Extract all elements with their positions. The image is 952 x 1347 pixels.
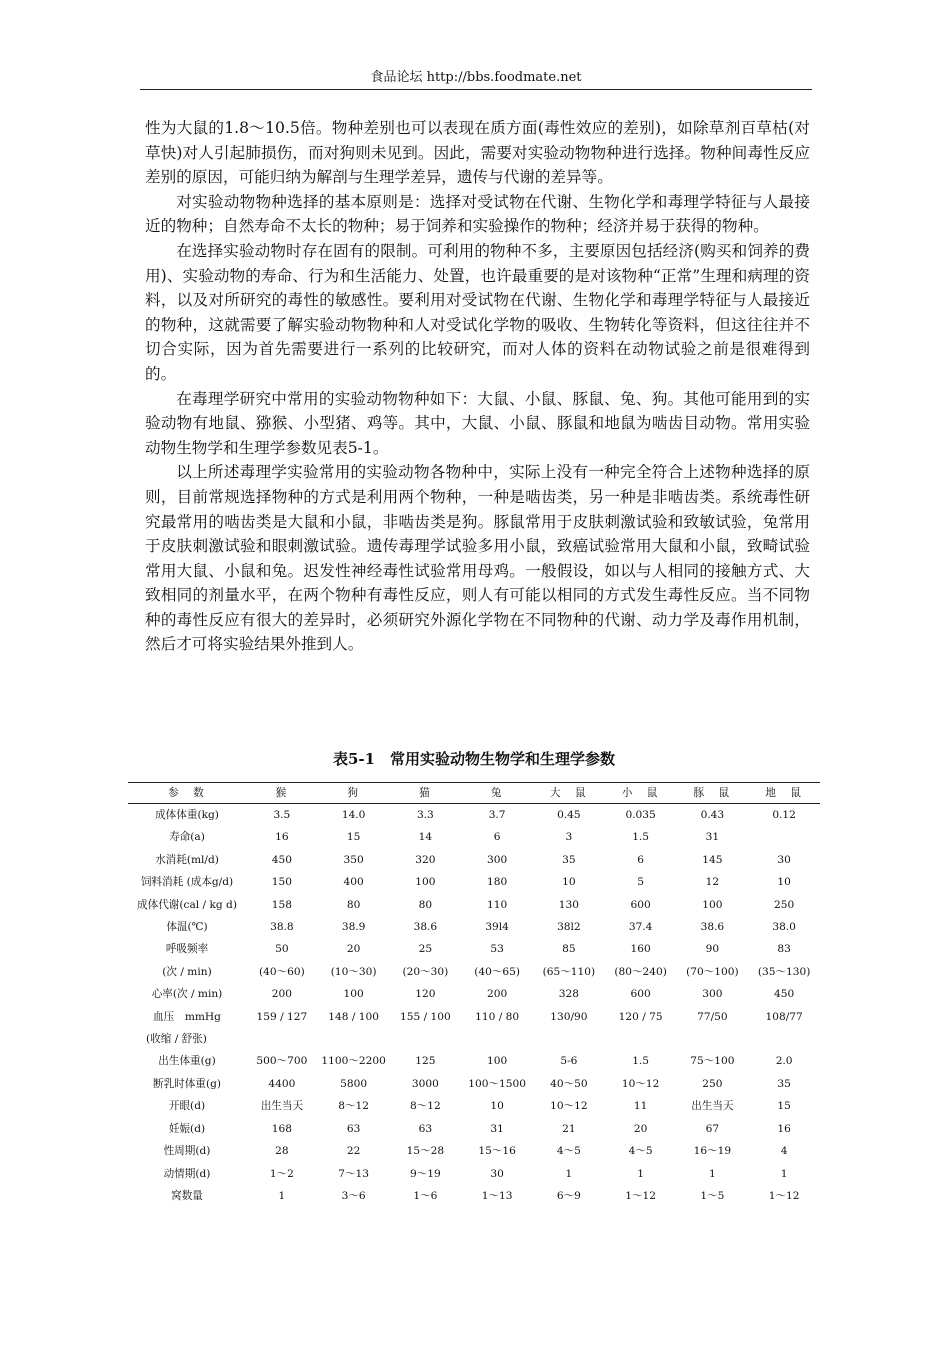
- row-label: 断乳时体重(g): [152, 1077, 222, 1090]
- table-cell: 350: [343, 853, 364, 866]
- table-cell: 0.035: [625, 809, 656, 821]
- table-cell: 31: [490, 1122, 504, 1135]
- column-header: 豚 鼠: [677, 783, 749, 804]
- row-label: 饲料消耗 (成本g/d): [140, 876, 234, 889]
- table-row: [128, 849, 820, 871]
- table-cell: 21: [562, 1122, 576, 1135]
- table-cell: 38.0: [772, 921, 796, 934]
- table-body: [128, 804, 820, 1208]
- table-cell: 50: [275, 943, 289, 956]
- table-cell: 4～5: [628, 1145, 653, 1158]
- table-row: [128, 1095, 820, 1117]
- table-cell: 600: [630, 898, 651, 911]
- paragraph: 对实验动物物种选择的基本原则是：选择对受试物在代谢、生物化学和毒理学特征与人最接近的物种；自然寿命不太长的物种；易于饲养和实验操作的物种；经济并易于获得的物种。: [145, 192, 810, 236]
- table-cell: (70～100): [686, 965, 739, 978]
- table-cell: 35: [562, 853, 576, 866]
- row-label: 寿命(a): [169, 831, 205, 844]
- table-cell: 100～1500: [468, 1077, 527, 1090]
- table-cell: 出生当天: [691, 1100, 734, 1113]
- table-cell: 8～12: [338, 1100, 370, 1113]
- table-cell: 1: [278, 1189, 286, 1202]
- table-cell: 1: [565, 1167, 573, 1180]
- table-cell: 10: [777, 876, 791, 889]
- parameter-table: [128, 782, 820, 1207]
- paragraph: 在毒理学研究中常用的实验动物物种如下：大鼠、小鼠、豚鼠、兔、狗。其他可能用到的实验动物有地鼠、猕猴、小型猪、鸡等。其中，大鼠、小鼠、豚鼠和地鼠为啮齿目动物。常用实验动物生物学和生理学参数见表5-1。: [145, 389, 810, 457]
- column-header: 猴: [246, 783, 318, 804]
- table-cell: 10: [490, 1100, 504, 1113]
- table-cell: 3.3: [416, 809, 434, 821]
- table-cell: 28: [275, 1145, 289, 1158]
- row-label: 体温(℃): [166, 921, 208, 934]
- table-cell: 15～28: [406, 1145, 445, 1158]
- table-cell: 30: [490, 1167, 504, 1180]
- table-cell: 100: [487, 1055, 508, 1068]
- row-label: (次 / min): [162, 965, 212, 978]
- table-cell: 53: [490, 943, 504, 956]
- table-cell: 80: [346, 898, 361, 911]
- table-cell: (40～65): [474, 965, 521, 978]
- table-cell: 120: [415, 988, 436, 1001]
- table-row: [128, 1073, 820, 1095]
- row-label: 妊娠(d): [168, 1122, 206, 1135]
- table-cell: 300: [487, 853, 508, 866]
- table-cell: 37.4: [628, 921, 653, 934]
- table-cell: 160: [630, 943, 651, 956]
- table-cell: 39l4: [485, 921, 509, 934]
- table-cell: (35～130): [757, 965, 811, 978]
- table-cell: 328: [558, 988, 579, 1001]
- table-cell: 35: [777, 1077, 791, 1090]
- table-cell: 5: [637, 876, 644, 889]
- table-cell: 1: [637, 1167, 644, 1180]
- table-row: [128, 1163, 820, 1185]
- table-cell: 15～16: [478, 1145, 516, 1158]
- row-label: 动情期(d): [163, 1167, 211, 1180]
- table-cell: 8～12: [409, 1100, 441, 1113]
- table-cell: 77/50: [697, 1010, 728, 1023]
- table-cell: 0.45: [557, 809, 581, 821]
- table-cell: 38l2: [557, 921, 581, 934]
- table-cell: 0.12: [772, 809, 796, 821]
- table-cell: 3: [565, 831, 573, 844]
- table-cell: 出生当天: [260, 1100, 304, 1113]
- table-title: 表5-1 常用实验动物生物学和生理学参数: [332, 750, 616, 768]
- row-label: 开眼(d): [168, 1100, 206, 1113]
- table-cell: 15: [777, 1100, 791, 1113]
- table-cell: 100: [415, 876, 436, 889]
- row-label: 成体体重(kg): [155, 809, 219, 821]
- table-cell: 600: [630, 988, 651, 1001]
- table-cell: 1～12: [768, 1189, 800, 1202]
- table-cell: (65～110): [542, 965, 596, 978]
- table-cell: 450: [774, 988, 795, 1001]
- table-cell: 1～12: [625, 1189, 657, 1202]
- table-cell: 10: [562, 876, 576, 889]
- table-cell: 1～2: [269, 1167, 294, 1180]
- row-label: 心率(次 / min): [151, 988, 223, 1001]
- table-row: [128, 1006, 820, 1028]
- table-cell: 155 / 100: [400, 1010, 451, 1023]
- table-cell: 1100～2200: [321, 1055, 386, 1068]
- table-cell: 3.7: [488, 809, 506, 821]
- table-cell: 100: [702, 898, 723, 911]
- table-cell: 20: [633, 1122, 648, 1135]
- table-cell: 110: [487, 898, 508, 911]
- table-cell: 200: [271, 988, 292, 1001]
- table-cell: 4400: [268, 1077, 296, 1090]
- table-row: [128, 916, 820, 938]
- body-text: [145, 116, 810, 657]
- table-cell: 12: [705, 876, 720, 889]
- table-cell: 10～12: [621, 1077, 660, 1090]
- table-cell: 6: [637, 853, 644, 866]
- table-cell: 1.5: [632, 1055, 650, 1068]
- table-cell: 14: [418, 831, 433, 844]
- table-row: [128, 961, 820, 983]
- blood-pressure-note: (收缩 / 舒张): [146, 1033, 207, 1046]
- table-cell: 108/77: [765, 1010, 803, 1023]
- table-row: [128, 804, 820, 827]
- table-cell: 9～19: [409, 1167, 441, 1180]
- table-cell: 5800: [340, 1077, 368, 1090]
- table-cell: 120 / 75: [618, 1010, 663, 1023]
- table-cell: 16～19: [693, 1145, 732, 1158]
- table-cell: 130/90: [550, 1010, 588, 1023]
- table-cell: 15: [346, 831, 361, 844]
- table-cell: (80～240): [614, 965, 667, 978]
- table-cell: 1～13: [481, 1189, 513, 1202]
- table-cell: 40～50: [550, 1077, 588, 1090]
- column-header: 大 鼠: [533, 783, 605, 804]
- table-row: [128, 1028, 820, 1050]
- table-row: [128, 938, 820, 960]
- table-cell: 0.43: [700, 809, 725, 821]
- page-header: 食品论坛 http://bbs.foodmate.net: [140, 68, 812, 90]
- row-label: 出生体重(g): [158, 1055, 216, 1068]
- table-cell: 148 / 100: [328, 1010, 379, 1023]
- table-cell: 90: [705, 943, 720, 956]
- row-label: 水消耗(ml/d): [155, 853, 219, 866]
- table-cell: 500～700: [256, 1055, 308, 1068]
- table-row: [128, 1118, 820, 1140]
- column-header: 猫: [390, 783, 462, 804]
- table-cell: 3～6: [341, 1189, 366, 1202]
- table-cell: 3.5: [273, 809, 291, 821]
- table-row: [128, 894, 820, 916]
- table-cell: 16: [777, 1122, 791, 1135]
- table-cell: 83: [777, 943, 791, 956]
- table-cell: 200: [487, 988, 508, 1001]
- table-cell: 63: [346, 1122, 361, 1135]
- table-cell: 125: [415, 1055, 436, 1068]
- table-cell: 11: [633, 1100, 648, 1113]
- table-cell: [748, 826, 820, 848]
- table-cell: 110 / 80: [475, 1010, 520, 1023]
- table-row: [128, 1140, 820, 1162]
- column-header: 地 鼠: [748, 783, 820, 804]
- paragraph: 性为大鼠的1.8～10.5倍。物种差别也可以表现在质方面(毒性效应的差别)，如除草剂百草枯(对草快)对人引起肺损伤，而对狗则未见到。因此，需要对实验动物物种进行选择。物种间毒性反应差别的原因，可能归纳为解剖与生理学差异，遗传与代谢的差异等。: [145, 119, 810, 187]
- table-cell: 16: [275, 831, 289, 844]
- table-cell: 85: [562, 943, 576, 956]
- table-cell: (40～60): [258, 965, 305, 978]
- table-cell: 3000: [411, 1077, 439, 1090]
- table-cell: 1～5: [700, 1189, 725, 1202]
- table-cell: 22: [346, 1145, 361, 1158]
- table-cell: 158: [271, 898, 292, 911]
- table-cell: 130: [558, 898, 579, 911]
- table-row: [128, 1050, 820, 1072]
- row-label: 血压 mmHg: [153, 1010, 221, 1023]
- column-header: 狗: [318, 783, 390, 804]
- table-row: [128, 871, 820, 893]
- table-cell: (20～30): [402, 965, 449, 978]
- table-cell: 400: [343, 876, 364, 889]
- table-cell: 38.6: [413, 921, 438, 934]
- column-header: 兔: [461, 783, 533, 804]
- table-cell: 450: [271, 853, 292, 866]
- paragraph: 以上所述毒理学实验常用的实验动物各物种中，实际上没有一种完全符合上述物种选择的原则，目前常规选择物种的方式是利用两个物种，一种是啮齿类，另一种是非啮齿类。系统毒性研究最常用的啮齿类是大鼠和小鼠，非啮齿类是狗。豚鼠常用于皮肤刺激试验和致敏试验，兔常用于皮肤刺激试验和眼刺激试验。遗传毒理学试验多用小鼠，致癌试验常用大鼠和小鼠，致畸试验常用大鼠、小鼠和兔。迟发性神经毒性试验常用母鸡。一般假设，如以与人相同的接触方式、大致相同的剂量水平，在两个物种有毒性反应，则人有可能以相同的方式发生毒性反应。当不同物种的毒性反应有很大的差异时，必须研究外源化学物在不同物种的代谢、动力学及毒作用机制，然后才可将实验结果外推到人。: [145, 463, 810, 654]
- table-cell: 14.0: [341, 809, 366, 821]
- table-cell: 75～100: [690, 1055, 735, 1068]
- table-cell: 10～12: [550, 1100, 588, 1113]
- table-cell: 67: [705, 1122, 720, 1135]
- table-cell: 2.0: [775, 1055, 793, 1068]
- column-header: 参 数: [128, 783, 246, 804]
- column-header: 小 鼠: [605, 783, 677, 804]
- table-cell: 38.9: [341, 921, 366, 934]
- table-cell: 7～13: [338, 1167, 370, 1180]
- table-cell: 145: [702, 853, 723, 866]
- table-cell: 1: [780, 1167, 788, 1180]
- table-cell: 250: [702, 1077, 723, 1090]
- table-cell: 5-6: [560, 1055, 578, 1068]
- table-header-row: [128, 783, 820, 804]
- table-row: [128, 983, 820, 1005]
- table-cell: 30: [777, 853, 791, 866]
- table-cell: 31: [705, 831, 720, 844]
- table-cell: 25: [418, 943, 433, 956]
- table-cell: 320: [415, 853, 436, 866]
- table-cell: 1: [709, 1167, 716, 1180]
- table-cell: 150: [271, 876, 292, 889]
- table-cell: 4～5: [556, 1145, 581, 1158]
- table-cell: 250: [774, 898, 795, 911]
- table-cell: 80: [418, 898, 433, 911]
- table-cell: 63: [418, 1122, 433, 1135]
- table-cell: 300: [702, 988, 723, 1001]
- row-label: 性周期(d): [163, 1145, 211, 1158]
- table-cell: 168: [271, 1122, 292, 1135]
- table-row: [128, 826, 820, 848]
- table-cell: 6～9: [556, 1189, 581, 1202]
- table-cell: 1～6: [413, 1189, 438, 1202]
- table-cell: 180: [487, 876, 508, 889]
- table-cell: 4: [780, 1145, 788, 1158]
- table-cell: 38.8: [270, 921, 294, 934]
- table-row: [128, 1185, 820, 1207]
- row-label: 窝数量: [171, 1189, 203, 1202]
- table-cell: 6: [493, 831, 501, 844]
- table-cell: 20: [346, 943, 361, 956]
- table-cell: 159 / 127: [256, 1010, 308, 1023]
- table-cell: 38.6: [700, 921, 725, 934]
- paragraph: 在选择实验动物时存在固有的限制。可利用的物种不多，主要原因包括经济(购买和饲养的费用)、实验动物的寿命、行为和生活能力、处置，也许最重要的是对该物种“正常”生理和病理的资料，以及对所研究的毒性的敏感性。要利用对受试物在代谢、生物化学和毒理学特征与人最接近的物种，这就需要了解实验动物物种和人对受试化学物的吸收、生物转化等资料，但这往往并不切合实际，因为首先需要进行一系列的比较研究，而对人体的资料在动物试验之前是很难得到的。: [145, 241, 810, 383]
- table-cell: 100: [343, 988, 364, 1001]
- table-cell: (10～30): [330, 965, 377, 978]
- table-cell: 1.5: [632, 831, 650, 844]
- row-label: 成体代谢(cal / kg d): [137, 898, 237, 911]
- row-label: 呼吸频率: [165, 943, 209, 956]
